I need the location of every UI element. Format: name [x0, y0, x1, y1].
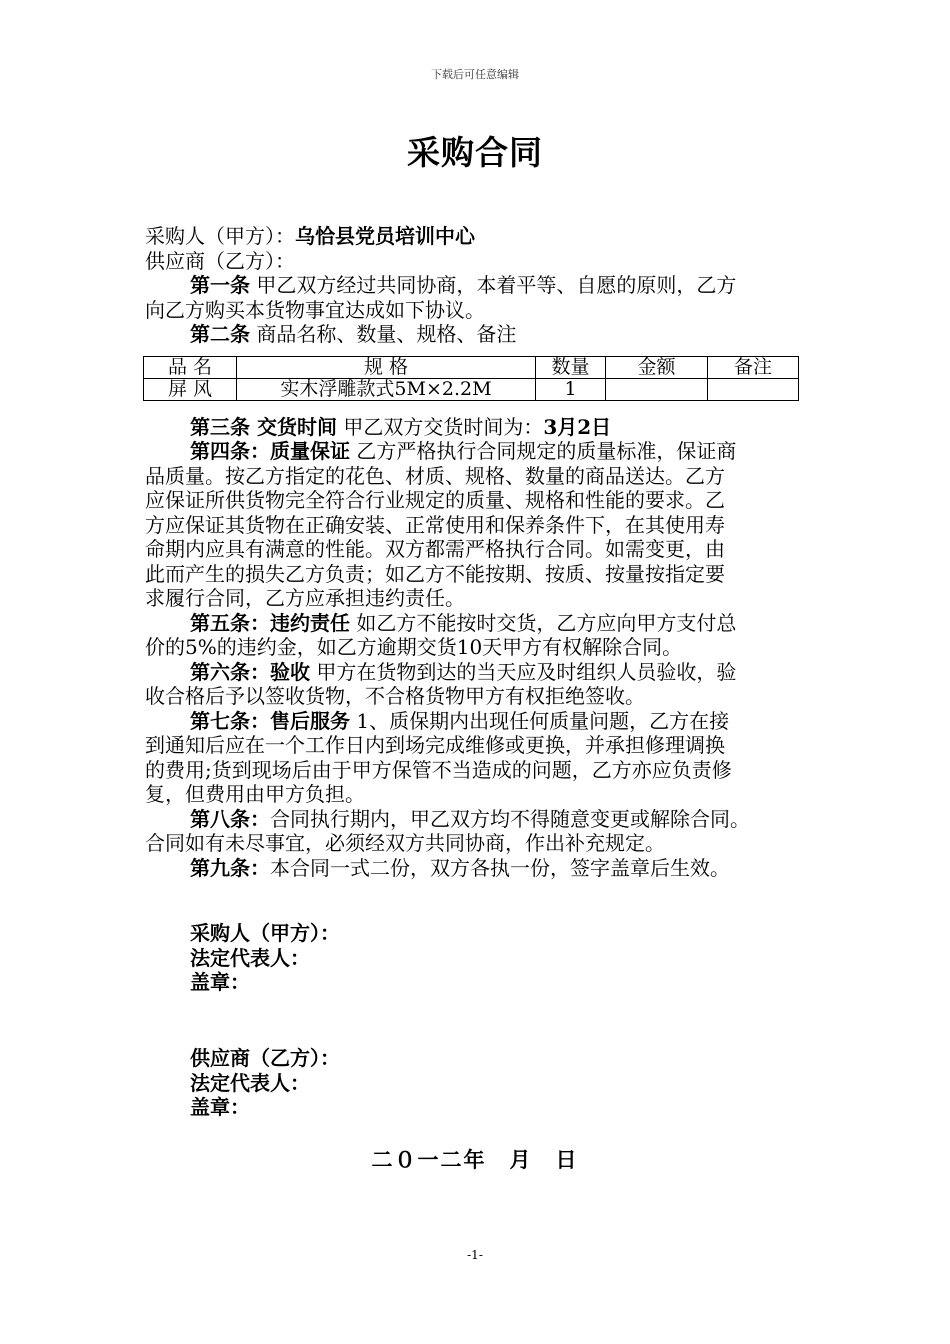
article-9-text: 本合同一式二份，双方各执一份，签字盖章后生效。 — [270, 855, 730, 880]
article-2-text: 商品名称、数量、规格、备注 — [256, 322, 517, 346]
buyer-name: 乌恰县党员培训中心 — [295, 224, 475, 248]
article-3 — [145, 415, 807, 440]
cell-qty: 1 — [536, 378, 606, 400]
article-4 — [145, 439, 807, 464]
supplier-rep-label: 法定代表人： — [190, 1070, 310, 1095]
buyer-signature-block — [190, 921, 340, 995]
col-header-spec: 规 格 — [237, 356, 536, 378]
article-4-title: 第四条：质量保证 — [190, 439, 350, 463]
article-6 — [145, 660, 807, 685]
article-5-title: 第五条：违约责任 — [190, 610, 350, 635]
article-9 — [145, 856, 807, 881]
article-3-date: 3月2日 — [543, 414, 612, 439]
cell-amount — [606, 378, 708, 400]
article-8-line: 合同如有未尽事宜，必须经双方共同协商，作出补充规定。 — [145, 831, 665, 855]
article-7-line: 复，但费用由甲方负担。 — [145, 782, 365, 806]
page-title: 采购合同 — [407, 133, 543, 172]
goods-table — [143, 356, 799, 401]
article-6-line: 收合格后予以签收货物，不合格货物甲方有权拒绝签收。 — [145, 684, 645, 708]
article-5 — [145, 611, 807, 636]
article-1-text-2: 向乙方购买本货物事宜达成如下协议。 — [145, 297, 485, 322]
supplier-party-label: 供应商（乙方）： — [190, 1046, 340, 1070]
col-header-name: 品 名 — [144, 356, 237, 378]
article-9-title: 第九条： — [190, 855, 270, 880]
article-4-line: 命期内应具有满意的性能。双方都需严格执行合同。如需变更，由 — [145, 537, 725, 561]
article-7-line: 到通知后应在一个工作日内到场完成维修或更换，并承担修理调换 — [145, 733, 725, 757]
article-3-title: 第三条 交货时间 — [190, 414, 337, 439]
supplier-seal-label: 盖章： — [190, 1095, 250, 1119]
article-4-line: 方应保证其货物在正确安装、正常使用和保养条件下，在其使用寿 — [145, 512, 725, 537]
article-6-title: 第六条：验收 — [190, 659, 310, 684]
article-8 — [145, 807, 807, 832]
table-header-row — [144, 356, 799, 378]
article-5-line: 价的5%的违约金，如乙方逾期交货10天甲方有权解除合同。 — [145, 635, 683, 659]
article-5-text: 如乙方不能按时交货，乙方应向甲方支付总 — [356, 610, 737, 635]
buyer-party-label: 采购人（甲方）： — [190, 921, 340, 945]
article-4-line: 品质量。按乙方指定的花色、材质、规格、数量的商品送达。乙方 — [145, 463, 725, 488]
article-4-line: 此而产生的损失乙方负责；如乙方不能按期、按质、按量按指定要 — [145, 561, 725, 586]
article-2 — [145, 322, 807, 347]
article-1 — [145, 273, 807, 298]
article-7 — [145, 709, 807, 734]
cell-remark — [708, 378, 799, 400]
buyer-label: 采购人（甲方）： — [145, 224, 295, 248]
article-1-title: 第一条 — [190, 273, 250, 297]
article-7-text: 1、质保期内出现任何质量问题，乙方在接 — [356, 708, 730, 733]
cell-name: 屏 风 — [144, 378, 237, 400]
table-row — [144, 378, 799, 400]
article-7-title: 第七条：售后服务 — [190, 708, 350, 733]
contract-date: 二０一二年 月 日 — [371, 1147, 579, 1172]
buyer-seal-label: 盖章： — [190, 970, 250, 994]
article-4-text: 乙方严格执行合同规定的质量标准，保证商 — [356, 439, 737, 463]
article-1-text: 甲乙双方经过共同协商，本着平等、自愿的原则，乙方 — [256, 273, 737, 297]
article-3-text: 甲乙双方交货时间为： — [343, 414, 544, 439]
contract-body — [145, 224, 807, 880]
col-header-remark: 备注 — [708, 356, 799, 378]
col-header-amount: 金额 — [606, 356, 708, 378]
article-8-text: 合同执行期内，甲乙双方均不得随意变更或解除合同。 — [270, 806, 750, 831]
buyer-rep-label: 法定代表人： — [190, 945, 310, 970]
article-7-line: 的费用;货到现场后由于甲方保管不当造成的问题，乙方亦应负责修 — [145, 757, 732, 782]
article-8-title: 第八条： — [190, 806, 270, 831]
buyer-line — [145, 224, 807, 249]
col-header-qty: 数量 — [536, 356, 606, 378]
cell-spec: 实木浮雕款式5M×2.2M — [237, 378, 536, 400]
page-number: -1- — [467, 1248, 483, 1262]
header-note: 下载后可任意编辑 — [431, 68, 519, 81]
supplier-signature-block — [190, 1046, 340, 1120]
article-2-title: 第二条 — [190, 322, 250, 346]
article-4-line: 应保证所供货物完全符合行业规定的质量、规格和性能的要求。乙 — [145, 488, 725, 512]
article-4-line: 求履行合同，乙方应承担违约责任。 — [145, 586, 465, 610]
article-6-text: 甲方在货物到达的当天应及时组织人员验收，验 — [316, 659, 737, 684]
supplier-line: 供应商（乙方）： — [145, 248, 295, 273]
